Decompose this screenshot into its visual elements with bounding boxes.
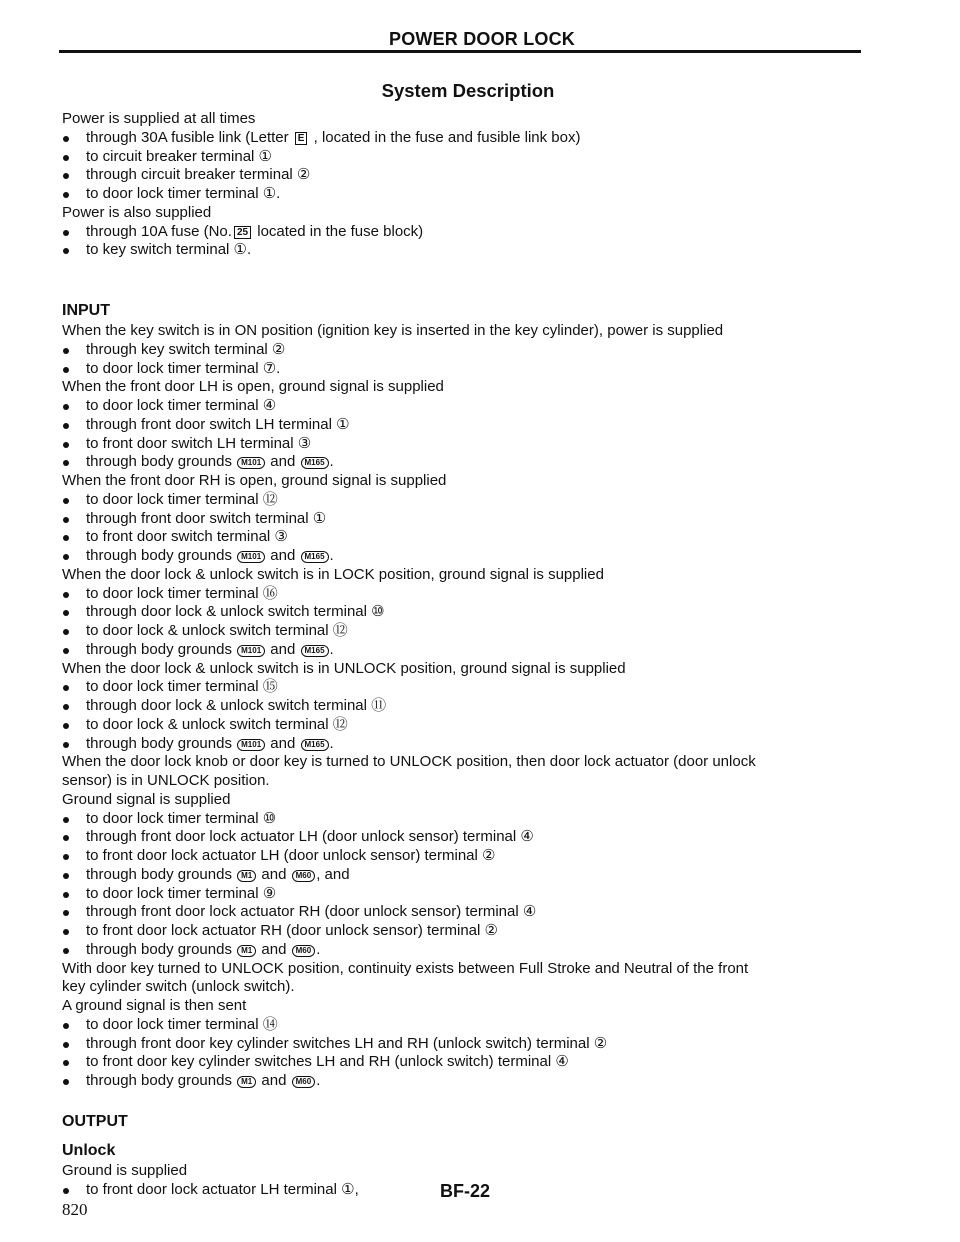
text: When the door lock & unlock switch is in LOCK position, ground signal is supplied: [62, 565, 604, 583]
text: Power is supplied at all times: [62, 110, 256, 127]
text: When the door lock knob or door key is turned to UNLOCK position, then door lock actuator (door unlock: [62, 753, 756, 771]
ground-symbol-icon: M60: [292, 870, 316, 882]
text: located in the fuse block): [253, 222, 424, 240]
text: to door lock & unlock switch terminal ⑫: [86, 715, 348, 733]
text: to key switch terminal ①.: [86, 241, 252, 259]
text: through body grounds: [86, 734, 237, 752]
bullet-item: [62, 148, 922, 167]
text: Unlock: [62, 1141, 116, 1159]
bullet-item: [62, 941, 922, 960]
bullet-item: [62, 735, 922, 754]
text: and: [266, 547, 300, 564]
text: through 30A fusible link (Letter: [86, 128, 293, 146]
bullet-item: [62, 435, 922, 454]
text: sensor) is in UNLOCK position.: [62, 772, 270, 789]
bullet-item: [62, 547, 922, 566]
paragraph-line: [62, 472, 922, 491]
ground-symbol-icon: M1: [237, 870, 256, 882]
bullet-item: [62, 185, 922, 204]
boxed-reference: E: [295, 132, 308, 145]
bullet-item: [62, 903, 922, 922]
text: through front door lock actuator LH (door unlock sensor) terminal ④: [86, 828, 534, 846]
paragraph-line: [62, 204, 922, 223]
bullet-item: [62, 129, 922, 148]
text: to door lock timer terminal ⑮: [86, 678, 278, 696]
bullet-item: [62, 360, 922, 379]
paragraph-line: [62, 978, 922, 997]
paragraph-line: [62, 566, 922, 585]
text: through 10A fuse (No.: [86, 222, 232, 240]
text: to front door lock actuator LH terminal ①,: [86, 1180, 359, 1198]
section-title: System Description: [381, 80, 555, 101]
paragraph-line: [62, 772, 922, 791]
text: key cylinder switch (unlock switch).: [62, 978, 295, 996]
text: to door lock timer terminal ①.: [86, 185, 281, 202]
bullet-item: [62, 341, 922, 360]
text: When the door lock & unlock switch is in UNLOCK position, ground signal is supplied: [62, 659, 626, 677]
bullet-item: [62, 416, 922, 435]
text: to front door lock actuator RH (door unlock sensor) terminal ②: [86, 922, 498, 939]
ground-symbol-icon: M165: [301, 739, 329, 751]
ground-symbol-icon: M60: [292, 945, 316, 957]
text: through body grounds: [86, 940, 237, 958]
text: through front door key cylinder switches LH and RH (unlock switch) terminal ②: [86, 1034, 608, 1052]
text: through front door lock actuator RH (door unlock sensor) terminal ④: [86, 903, 537, 921]
text: through front door switch terminal ①: [86, 509, 327, 527]
bullet-item: [62, 847, 922, 866]
bullet-item: [62, 885, 922, 904]
ground-symbol-icon: M101: [237, 645, 265, 657]
ground-symbol-icon: M165: [301, 551, 329, 563]
text: Power is also supplied: [62, 203, 212, 221]
bullet-item: [62, 585, 922, 604]
ground-symbol-icon: M1: [237, 945, 256, 957]
bullet-item: [62, 1035, 922, 1054]
text: and: [266, 734, 300, 752]
text: through body grounds: [86, 865, 237, 883]
text: to door lock timer terminal ④: [86, 397, 277, 414]
text: to door lock & unlock switch terminal ⑫: [86, 622, 348, 639]
bullet-item: [62, 810, 922, 829]
text: When the front door LH is open, ground signal is supplied: [62, 378, 444, 396]
text: .: [316, 1072, 321, 1089]
text: Ground is supplied: [62, 1161, 188, 1179]
text: through body grounds: [86, 547, 237, 564]
bullet-item: [62, 528, 922, 547]
ground-symbol-icon: M101: [237, 457, 265, 469]
ground-symbol-icon: M60: [292, 1076, 316, 1088]
bullet-item: [62, 1053, 922, 1072]
bullet-item: [62, 491, 922, 510]
paragraph-line: [62, 378, 922, 397]
ground-symbol-icon: M101: [237, 739, 265, 751]
text: and: [257, 940, 291, 958]
text: through key switch terminal ②: [86, 340, 286, 358]
text: .: [329, 453, 334, 471]
text: to door lock timer terminal ⑫: [86, 490, 278, 508]
text: .: [329, 734, 334, 752]
text: to front door switch LH terminal ③: [86, 434, 312, 452]
text: , located in the fuse and fusible link box): [309, 128, 581, 146]
text: A ground signal is then sent: [62, 997, 247, 1014]
text: .: [329, 640, 334, 658]
text: to front door lock actuator LH (door unlock sensor) terminal ②: [86, 847, 496, 864]
bullet-item: [62, 697, 922, 716]
paragraph-line: [62, 960, 922, 979]
bullet-item: [62, 716, 922, 735]
header-rule: [59, 50, 861, 53]
text: With door key turned to UNLOCK position, continuity exists between Full Stroke and Neutral of the front: [62, 959, 749, 977]
text: , and: [316, 865, 350, 883]
page-number: 820: [62, 1200, 88, 1219]
text: to door lock timer terminal ⑭: [86, 1015, 278, 1033]
bullet-item: [62, 641, 922, 660]
bullet-item: [62, 166, 922, 185]
bullet-item: [62, 678, 922, 697]
text: to front door switch terminal ③: [86, 528, 288, 546]
text: through door lock & unlock switch terminal ⑩: [86, 603, 385, 621]
text: and: [266, 453, 300, 471]
text: to door lock timer terminal ⑦.: [86, 359, 281, 377]
page-code: BF-22: [439, 1181, 490, 1201]
section-heading: [62, 300, 922, 322]
ground-symbol-icon: M165: [301, 457, 329, 469]
bullet-item: [62, 1016, 922, 1035]
text: through body grounds: [86, 453, 237, 471]
text: through circuit breaker terminal ②: [86, 166, 311, 184]
page-header-title: POWER DOOR LOCK: [389, 29, 575, 49]
text: through body grounds: [86, 1072, 237, 1089]
paragraph-line: [62, 997, 922, 1016]
text: OUTPUT: [62, 1112, 128, 1130]
bullet-item: [62, 922, 922, 941]
paragraph-line: [62, 791, 922, 810]
text: Ground signal is supplied: [62, 790, 231, 808]
paragraph-line: [62, 322, 922, 341]
text: .: [316, 940, 321, 958]
text: to door lock timer terminal ⑨: [86, 884, 277, 902]
boxed-reference: 25: [234, 226, 251, 239]
paragraph-line: [62, 660, 922, 679]
text: to door lock timer terminal ⑯: [86, 584, 278, 602]
bullet-item: [62, 622, 922, 641]
text: When the key switch is in ON position (ignition key is inserted in the key cylinder), power is supplied: [62, 322, 724, 339]
text: INPUT: [62, 302, 110, 319]
text: to circuit breaker terminal ①: [86, 147, 273, 165]
paragraph-line: [62, 1162, 922, 1181]
ground-symbol-icon: M165: [301, 645, 329, 657]
text: and: [257, 865, 291, 883]
text: .: [329, 547, 334, 564]
section-heading: [62, 1111, 922, 1133]
ground-symbol-icon: M1: [237, 1076, 256, 1088]
text: and: [257, 1072, 291, 1089]
text: When the front door RH is open, ground signal is supplied: [62, 472, 447, 489]
bullet-item: [62, 828, 922, 847]
paragraph-line: [62, 753, 922, 772]
text: to front door key cylinder switches LH and RH (unlock switch) terminal ④: [86, 1053, 569, 1071]
bullet-item: [62, 603, 922, 622]
section-heading: [62, 1140, 922, 1162]
bullet-item: [62, 866, 922, 885]
text: and: [266, 640, 300, 658]
bullet-item: [62, 241, 922, 260]
ground-symbol-icon: M101: [237, 551, 265, 563]
bullet-item: [62, 1072, 922, 1091]
paragraph-line: [62, 110, 922, 129]
bullet-item: [62, 223, 922, 242]
document-body: [62, 110, 922, 1199]
bullet-item: [62, 397, 922, 416]
text: through body grounds: [86, 640, 237, 658]
bullet-item: [62, 453, 922, 472]
text: through door lock & unlock switch terminal ⑪: [86, 697, 387, 714]
text: through front door switch LH terminal ①: [86, 415, 350, 433]
bullet-item: [62, 510, 922, 529]
text: to door lock timer terminal ⑩: [86, 809, 277, 827]
